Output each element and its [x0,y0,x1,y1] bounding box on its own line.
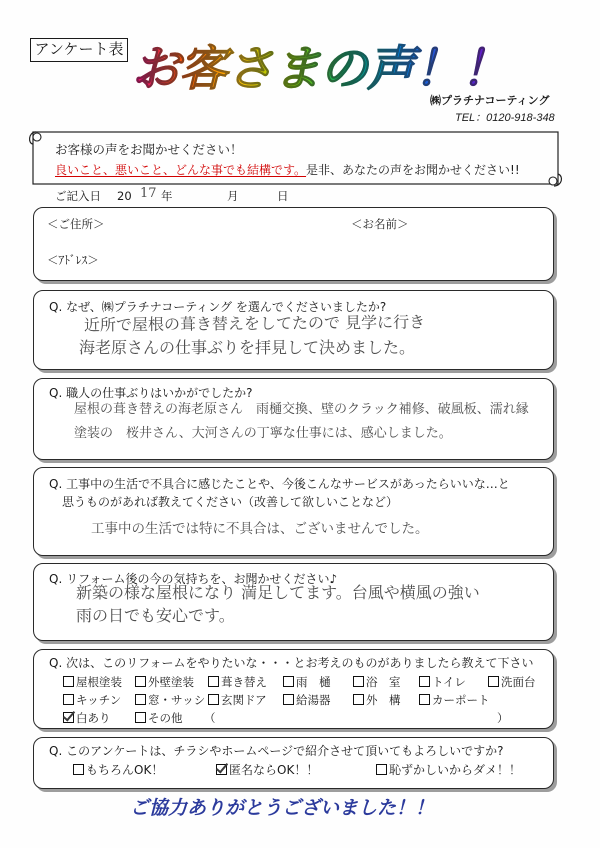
question-why-chosen [33,290,554,370]
roof-painting-label: 屋根塗装 [76,675,122,689]
window-sash-label: 窓・サッシ [148,693,206,707]
entry-date-year-unit: 年 [161,189,173,203]
other-checkbox [135,712,146,723]
entrance-door-label: 玄関ドア [221,693,267,707]
question-after-reform [33,563,554,641]
option-carport [419,692,490,708]
question-during-construction [33,467,554,556]
rain-gutter-label: 雨 樋 [296,675,331,689]
address-label: ＜ご住所＞ [47,217,105,231]
option-reroofing [208,674,267,690]
answer-line: 海老原さんの仕事ぶりを拝見して決めました。 [79,338,416,357]
exterior-landscaping-label: 外 構 [366,693,401,707]
kitchen-checkbox [63,694,74,705]
question-text: Q. このアンケートは、チラシやホームページで紹介させて頂いてもよろしいですか? [49,744,504,758]
intro-scroll [28,128,564,190]
question-text: Q. 職人の仕事ぶりはいかがでしたか? [49,386,253,400]
option-exterior-landscaping [353,692,401,708]
question-text: Q. リフォーム後の今の気持ちを、お聞かせください♪ [49,572,338,586]
company-name: ㈱プラチナコーティング [430,94,550,107]
email-label: ＜ｱﾄﾞﾚｽ＞ [47,253,99,267]
question-text: Q. 工事中の生活で不具合に感じたことや、今後こんなサービスがあったらいいな…と [49,477,510,491]
publish-ok-checkbox [73,764,84,775]
water-heater-label: 給湯器 [296,693,331,707]
scroll-frame [28,128,564,190]
page-title: お客さまの声！！ [132,38,508,100]
option-publish-no [376,762,521,778]
kitchen-label: キッチン [76,693,122,707]
option-other [135,710,183,726]
question-text: 思うものがあれば教えてください（改善して欲しいことなど） [62,495,399,509]
entrance-door-checkbox [208,694,219,705]
option-kitchen [63,692,121,708]
exterior-wall-painting-label: 外壁塗装 [148,675,194,689]
option-bathroom [353,674,401,690]
question-text: Q. 次は、このリフォームをやりたいな・・・とお考えのものがありましたら教えて下さい [49,656,534,670]
name-label: ＜お名前＞ [351,217,409,231]
question-text: Q. なぜ、㈱プラチナコーティング を選んでくださいましたか? [49,300,387,314]
answer-line: 工事中の生活では特に不具合は、ございませんでした。 [91,521,429,537]
roof-painting-checkbox [63,676,74,687]
answer-line: 塗装の 桜井さん、大河さんの丁寧な仕事には、感心しました。 [74,426,452,441]
form-label: アンケート表 [30,38,128,62]
reroofing-label: 葺き替え [221,675,267,689]
intro-heading: お客様の声をお聞かせください！ [55,142,243,157]
washbasin-label: 洗面台 [501,675,536,689]
window-sash-checkbox [135,694,146,705]
reroofing-checkbox [208,676,219,687]
termites-label: 白あり [76,711,111,725]
answer-line: 近所で屋根の葺き替えをしてたので 見学に行き [83,312,426,335]
bathroom-checkbox [353,676,364,687]
publish-no-label: 恥ずかしいからダメ！！ [389,763,522,777]
answer-line: 屋根の葺き替えの海老原さん 雨樋交換、壁のクラック補修、破風板、濡れ縁 [74,402,529,417]
toilet-label: トイレ [432,675,466,689]
publish-anonymous-checkbox [216,764,227,775]
option-termites [63,710,111,726]
other-paren-open: （ [204,711,216,725]
other-paren-close: ） [497,711,509,725]
intro-message [55,163,520,178]
option-window-sash [135,692,205,708]
exterior-landscaping-checkbox [353,694,364,705]
publish-ok-label: もちろんOK！ [86,763,164,777]
option-washbasin [488,674,536,690]
option-roof-painting [63,674,122,690]
phone-number: TEL：0120-918-348 [455,112,555,124]
other-label: その他 [148,711,183,725]
entry-date-month-unit: 月 [227,189,239,203]
answer-line: 雨の日でも安心です。 [76,606,235,625]
option-publish-anonymous [216,762,318,778]
washbasin-checkbox [488,676,499,687]
toilet-checkbox [419,676,430,687]
option-publish-ok [73,762,163,778]
entry-date-day-unit: 日 [277,189,289,203]
intro-request: 是非、あなたの声をお聞かせください!! [306,163,520,177]
option-rain-gutter [283,674,331,690]
entry-date-label: ご記入日 [55,189,101,203]
option-exterior-wall-painting [135,674,194,690]
thanks-message: ご協力ありがとうございました！！ [130,797,435,819]
entry-date-century: 20 [117,189,132,203]
answer-line: 新築の様な屋根になり 満足してます。台風や横風の強い [76,583,480,602]
publish-anonymous-label: 匿名ならOK！！ [229,763,319,777]
carport-checkbox [419,694,430,705]
termites-checkbox [63,712,74,723]
question-next-reform [33,649,554,729]
question-publish-permission [33,737,554,789]
carport-label: カーポート [432,693,490,707]
option-water-heater [283,692,331,708]
intro-emphasis: 良いこと、悪いこと、どんな事でも結構です。 [55,163,307,177]
contact-box [33,207,554,281]
publish-no-checkbox [376,764,387,775]
exterior-wall-painting-checkbox [135,676,146,687]
water-heater-checkbox [283,694,294,705]
entry-date-year: 17 [140,186,157,201]
rain-gutter-checkbox [283,676,294,687]
option-entrance-door [208,692,267,708]
question-craftsmanship [33,378,554,460]
option-toilet [419,674,466,690]
bathroom-label: 浴 室 [366,675,401,689]
